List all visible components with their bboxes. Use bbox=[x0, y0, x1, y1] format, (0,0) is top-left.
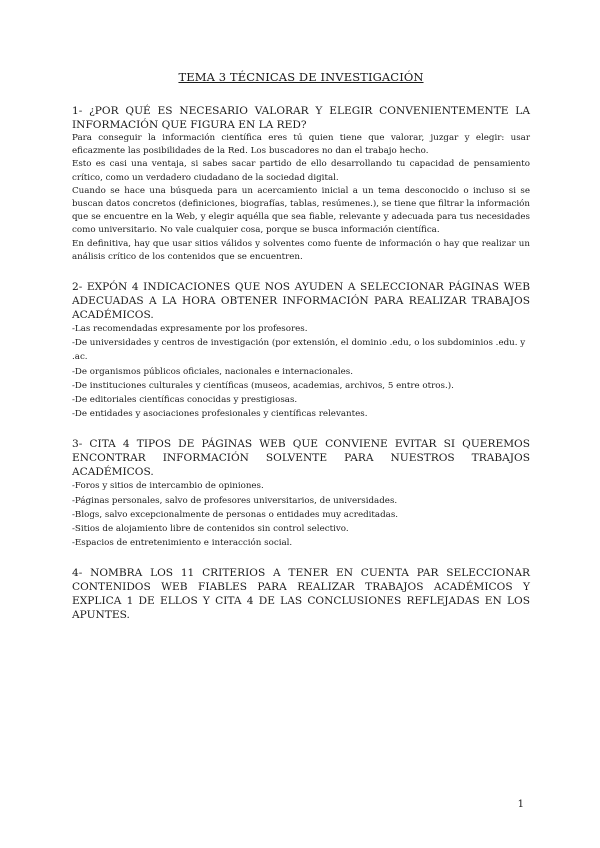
document-title: TEMA 3 TÉCNICAS DE INVESTIGACIÓN bbox=[178, 70, 424, 84]
list-item: -De editoriales científicas conocidas y prestigiosas. bbox=[72, 395, 298, 406]
list-item: -Blogs, salvo excepcionalmente de personas o entidades muy acreditadas. bbox=[72, 509, 399, 520]
list-item: -De entidades y asociaciones profesionales y científicas relevantes. bbox=[72, 409, 368, 420]
page-number: 1 bbox=[517, 799, 524, 810]
section-2 bbox=[72, 280, 530, 421]
list-item: -Páginas personales, salvo de profesores universitarios, de universidades. bbox=[72, 495, 398, 506]
list-item: -De universidades y centros de investigación (por extensión, el dominio .edu, o los subdominios .edu. y .ac. bbox=[72, 338, 526, 363]
paragraph: Para conseguir la información científica eres tú quien tiene que valorar, juzgar y elegir: usar eficazmente las posibilidades de la Red. Los buscadores no dan el trabajo hecho. bbox=[72, 133, 530, 157]
section-heading: 4- NOMBRA LOS 11 CRITERIOS A TENER EN CUENTA PAR SELECCIONAR CONTENIDOS WEB FIABLES PARA REALIZAR TRABAJOS ACADÉMICOS Y EXPLICA 1 DE ELLOS Y CITA 4 DE LAS CONCLUSIONES REFLEJADAS EN LOS APUNTES. bbox=[72, 567, 530, 622]
paragraph: En definitiva, hay que usar sitios válidos y solventes como fuente de información o hay que realizar un análisis crítico de los contenidos que se encuentren. bbox=[72, 238, 530, 262]
section-1 bbox=[72, 104, 530, 264]
section-heading: 1- ¿POR QUÉ ES NECESARIO VALORAR Y ELEGIR CONVENIENTEMENTE LA INFORMACIÓN QUE FIGURA EN LA RED? bbox=[72, 105, 530, 131]
list-item: -Espacios de entretenimiento e interacción social. bbox=[72, 538, 293, 549]
section-4 bbox=[72, 566, 530, 622]
list-item: -De instituciones culturales y científicas (museos, academias, archivos, 5 entre otros.). bbox=[72, 380, 454, 391]
section-heading: 3- CITA 4 TIPOS DE PÁGINAS WEB QUE CONVIENE EVITAR SI QUEREMOS ENCONTRAR INFORMACIÓN SOLVENTE PARA NUESTROS TRABAJOS ACADÉMICOS. bbox=[72, 438, 530, 479]
paragraph: Esto es casi una ventaja, si sabes sacar partido de ello desarrollando tu capacidad de pensamiento crítico, como un verdadero ciudadano de la sociedad digital. bbox=[72, 159, 530, 183]
section-heading: 2- EXPÓN 4 INDICACIONES QUE NOS AYUDEN A SELECCIONAR PÁGINAS WEB ADECUADAS A LA HORA OBTENER INFORMACIÓN PARA REALIZAR TRABAJOS ACADÉMICOS. bbox=[72, 281, 530, 322]
paragraph: Cuando se hace una búsqueda para un acercamiento inicial a un tema desconocido o incluso si se buscan datos concretos (definiciones, biografías, tablas, resúmenes.), se tiene que filtrar la información que se encuentre en la Web, y elegir aquélla que sea fiable, relevante y adecuada para tus necesidades como universitario. No vale cualquier cosa, porque se busca información científica. bbox=[72, 185, 530, 236]
list-item: -Sitios de alojamiento libre de contenidos sin control selectivo. bbox=[72, 524, 349, 535]
section-3 bbox=[72, 437, 530, 550]
document-content bbox=[72, 70, 530, 638]
list-item: -Las recomendadas expresamente por los profesores. bbox=[72, 324, 308, 335]
list-item: -De organismos públicos oficiales, nacionales e internacionales. bbox=[72, 366, 353, 377]
list-item: -Foros y sitios de intercambio de opiniones. bbox=[72, 481, 264, 492]
